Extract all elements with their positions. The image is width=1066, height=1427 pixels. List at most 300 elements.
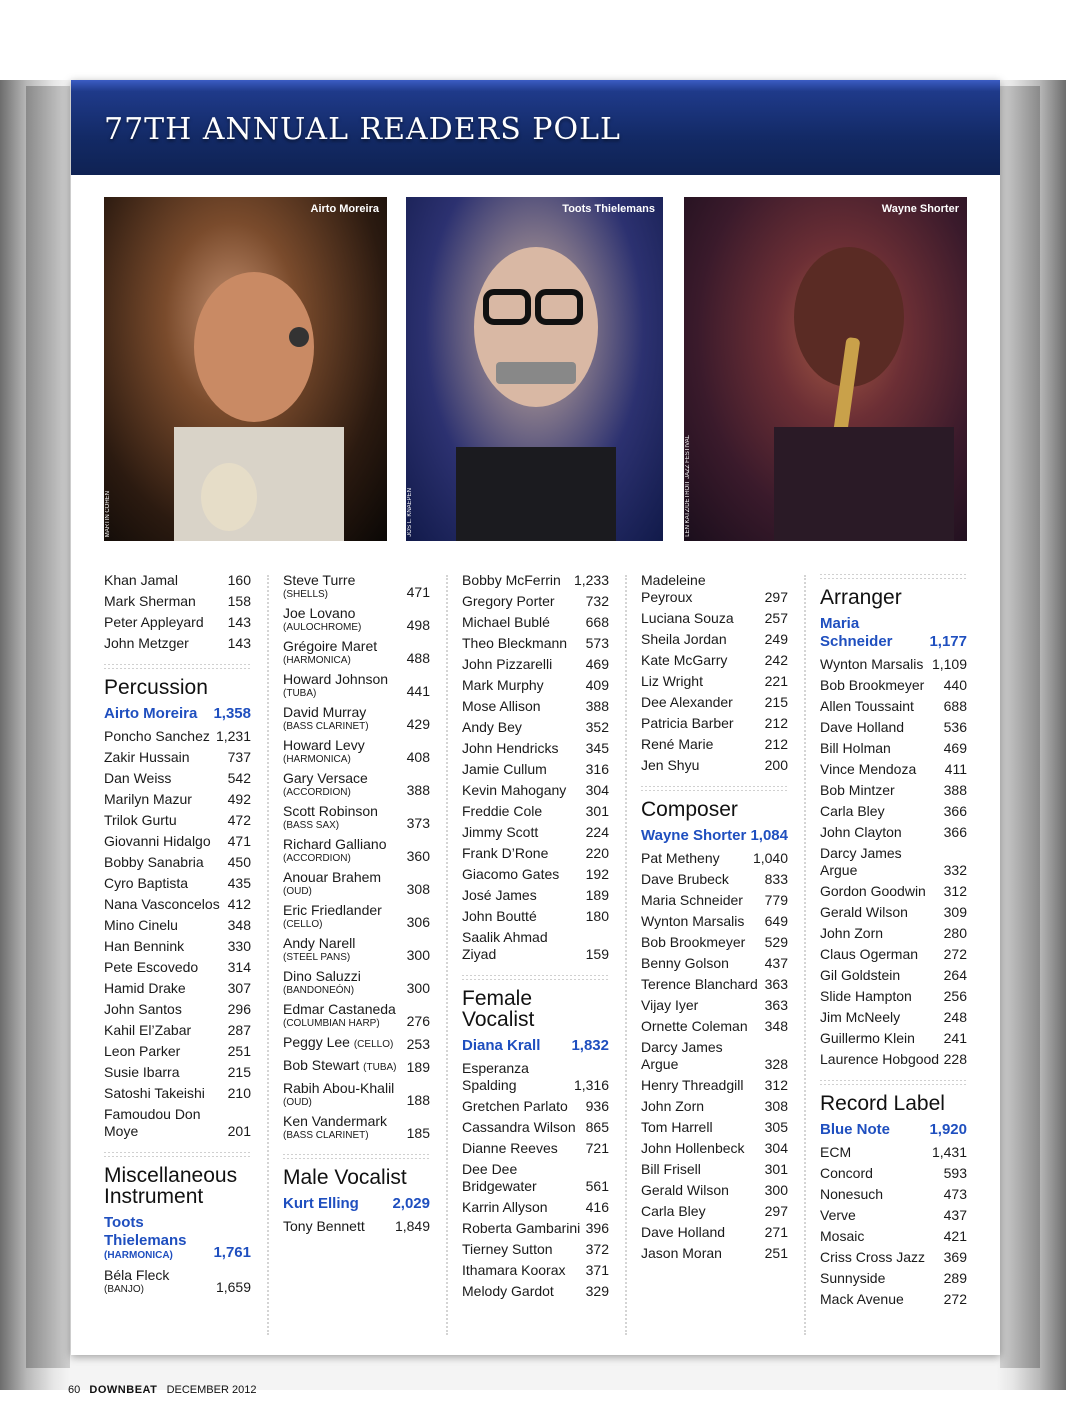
list-item (104, 1083, 251, 1104)
entry-votes: 450 (227, 854, 251, 870)
entry-votes: 276 (406, 1013, 430, 1029)
entry-name: John Hendricks (462, 740, 559, 756)
list-item (283, 867, 430, 900)
entry-votes: 573 (585, 635, 609, 651)
list-item (641, 890, 788, 911)
entry-name: Freddie Cole (462, 803, 543, 819)
entry-votes: 471 (227, 833, 251, 849)
category-winner (283, 1192, 430, 1216)
entry-instrument: (STEEL PANS) (283, 952, 351, 963)
entry-votes: 396 (585, 1220, 609, 1236)
entry-votes: 253 (406, 1036, 430, 1052)
section-divider (820, 1080, 967, 1085)
list-item (283, 735, 430, 768)
entry-name: Leon Parker (104, 1043, 181, 1059)
page-footer (68, 1384, 256, 1396)
entry-votes: 737 (227, 749, 251, 765)
photo-caption: Wayne Shorter (881, 203, 959, 215)
entry-name: Pat Metheny (641, 850, 720, 866)
entry-name: Gordon Goodwin (820, 883, 926, 899)
issue-date: DECEMBER 2012 (166, 1384, 257, 1396)
entry-votes: 369 (943, 1249, 967, 1265)
list-item (283, 1055, 430, 1078)
list-item (641, 608, 788, 629)
entry-votes: 287 (227, 1022, 251, 1038)
entry-name: Ken Vandermark (283, 1113, 388, 1129)
entry-votes: 1,231 (215, 728, 251, 744)
entry-votes: 300 (406, 947, 430, 963)
entry-votes: 308 (406, 881, 430, 897)
entry-votes: 372 (585, 1241, 609, 1257)
entry-name: Slide Hampton (820, 988, 912, 1004)
entry-votes: 305 (764, 1119, 788, 1135)
entry-name: Bob Mintzer (820, 782, 895, 798)
entry-name: Criss Cross Jazz (820, 1249, 926, 1265)
entry-name: Michael Bublé (462, 614, 550, 630)
entry-name: José James (462, 887, 537, 903)
list-item (462, 675, 609, 696)
entry-name: Sunnyside (820, 1270, 886, 1286)
entry-votes: 649 (764, 913, 788, 929)
winner-votes: 1,177 (929, 633, 967, 650)
list-item (104, 1062, 251, 1083)
winner-name: Wayne Shorter (641, 827, 747, 844)
entry-votes: 289 (943, 1270, 967, 1286)
list-item (820, 1205, 967, 1226)
entry-votes: 360 (406, 848, 430, 864)
list-item (104, 1104, 251, 1142)
entry-votes: 309 (943, 904, 967, 920)
entry-name: Nonesuch (820, 1186, 884, 1202)
entry-votes: 373 (406, 815, 430, 831)
entry-instrument: (BANJO) (104, 1284, 144, 1295)
category-heading: Male Vocalist (283, 1166, 407, 1189)
entry-name: Kahil El’Zabar (104, 1022, 192, 1038)
entry-votes: 251 (227, 1043, 251, 1059)
list-item (104, 726, 251, 747)
list-item (641, 1075, 788, 1096)
entry-name: Gerald Wilson (641, 1182, 729, 1198)
list-item (641, 848, 788, 869)
entry-instrument: (OUD) (283, 886, 312, 897)
list-item (641, 570, 788, 608)
list-item (820, 1247, 967, 1268)
entry-name: Jimmy Scott (462, 824, 539, 840)
entry-votes: 304 (585, 782, 609, 798)
entry-votes: 536 (943, 719, 967, 735)
list-item (641, 650, 788, 671)
list-item (283, 834, 430, 867)
entry-name: Edmar Castaneda (283, 1001, 396, 1017)
entry-name: Mosaic (820, 1228, 865, 1244)
entry-name: Terence Blanchard (641, 976, 758, 992)
entry-votes: 224 (585, 824, 609, 840)
entry-votes: 215 (227, 1064, 251, 1080)
entry-votes: 472 (227, 812, 251, 828)
list-item (641, 1096, 788, 1117)
entry-votes: 185 (406, 1125, 430, 1141)
harmonica-player-illustration (406, 197, 663, 541)
entry-votes: 440 (943, 677, 967, 693)
entry-name: Dave Brubeck (641, 871, 729, 887)
entry-name: Ornette Coleman (641, 1018, 748, 1034)
category-winner (641, 824, 788, 848)
list-item (462, 1218, 609, 1239)
entry-name: Theo Bleckmann (462, 635, 568, 651)
category-winner (104, 702, 251, 726)
column-1 (104, 570, 251, 1298)
entry-votes: 264 (943, 967, 967, 983)
entry-votes: 272 (943, 1291, 967, 1307)
entry-name: Andy Narell (283, 935, 356, 951)
magazine-name: DOWNBEAT (89, 1384, 158, 1396)
list-item (104, 852, 251, 873)
entry-name: Gil Goldstein (820, 967, 901, 983)
page-top-margin (0, 0, 1066, 80)
list-item (641, 974, 788, 995)
entry-votes: 316 (585, 761, 609, 777)
list-item (641, 671, 788, 692)
entry-name: Henry Threadgill (641, 1077, 744, 1093)
entry-name: Bob Brookmeyer (820, 677, 925, 693)
list-item (462, 759, 609, 780)
entry-name: Carla Bley (820, 803, 885, 819)
list-item (641, 755, 788, 776)
list-item (462, 1096, 609, 1117)
entry-votes: 280 (943, 925, 967, 941)
entry-name: John Zorn (820, 925, 884, 941)
list-item (462, 654, 609, 675)
entry-name: Ithamara Koorax (462, 1262, 566, 1278)
entry-votes: 1,316 (573, 1077, 609, 1093)
entry-votes: 220 (585, 845, 609, 861)
list-item (641, 1222, 788, 1243)
entry-votes: 833 (764, 871, 788, 887)
entry-votes: 297 (764, 589, 788, 605)
entry-votes: 1,233 (573, 572, 609, 588)
list-item (820, 1226, 967, 1247)
entry-votes: 561 (585, 1178, 609, 1194)
entry-votes: 492 (227, 791, 251, 807)
entry-instrument: (SHELLS) (283, 589, 329, 600)
list-item (641, 734, 788, 755)
entry-name: Wynton Marsalis (820, 656, 924, 672)
category-winner (462, 1034, 609, 1058)
column-2 (283, 570, 430, 1237)
entry-name: Famoudou Don Moye (104, 1106, 201, 1139)
list-item (641, 1117, 788, 1138)
entry-votes: 348 (227, 917, 251, 933)
winner-name: Diana Krall (462, 1037, 541, 1054)
entry-votes: 435 (227, 875, 251, 891)
list-item (283, 966, 430, 999)
list-item (462, 612, 609, 633)
photo-caption: Toots Thielemans (562, 203, 655, 215)
entry-name: Giacomo Gates (462, 866, 560, 882)
entry-instrument: (BASS CLARINET) (283, 721, 369, 732)
entry-votes: 143 (227, 614, 251, 630)
entry-votes: 330 (227, 938, 251, 954)
entry-votes: 296 (227, 1001, 251, 1017)
list-item (104, 591, 251, 612)
list-item (820, 1028, 967, 1049)
entry-votes: 429 (406, 716, 430, 732)
entry-votes: 212 (764, 715, 788, 731)
entry-votes: 408 (406, 749, 430, 765)
entry-votes: 471 (406, 584, 430, 600)
list-item (462, 591, 609, 612)
list-item (641, 1243, 788, 1264)
entry-name: Dino Saluzzi (283, 968, 361, 984)
list-item (820, 843, 967, 881)
list-item (820, 801, 967, 822)
list-item (104, 768, 251, 789)
list-item (283, 1216, 430, 1237)
entry-votes: 242 (764, 652, 788, 668)
entry-name: Trilok Gurtu (104, 812, 177, 828)
category-winner (820, 612, 967, 654)
list-item (462, 1159, 609, 1197)
entry-name: Mino Cinelu (104, 917, 178, 933)
list-item (820, 822, 967, 843)
entry-votes: 251 (764, 1245, 788, 1261)
list-item (820, 738, 967, 759)
percussionist-illustration (104, 197, 387, 541)
list-item (104, 789, 251, 810)
entry-instrument: (ACCORDION) (283, 787, 351, 798)
entry-name: Claus Ogerman (820, 946, 919, 962)
winner-name: Airto Moreira (104, 705, 198, 722)
entry-votes: 732 (585, 593, 609, 609)
entry-votes: 257 (764, 610, 788, 626)
entry-votes: 388 (943, 782, 967, 798)
entry-votes: 688 (943, 698, 967, 714)
entry-votes: 306 (406, 914, 430, 930)
entry-name: Kevin Mahogany (462, 782, 567, 798)
entry-votes: 189 (585, 887, 609, 903)
list-item (462, 885, 609, 906)
list-item (462, 927, 609, 965)
list-item (283, 603, 430, 636)
category-heading: Record Label (820, 1092, 945, 1115)
entry-name: John Metzger (104, 635, 189, 651)
column-divider (267, 575, 269, 1335)
list-item (104, 612, 251, 633)
winner-name: Blue Note (820, 1121, 891, 1138)
list-item (820, 717, 967, 738)
entry-name: Vince Mendoza (820, 761, 917, 777)
entry-votes: 936 (585, 1098, 609, 1114)
entry-name: Dee Alexander (641, 694, 733, 710)
list-item (641, 995, 788, 1016)
page-title: 77TH ANNUAL READERS POLL (104, 112, 621, 147)
entry-name: Mose Allison (462, 698, 541, 714)
list-item (104, 936, 251, 957)
entry-name: Andy Bey (462, 719, 522, 735)
entry-votes: 248 (943, 1009, 967, 1025)
entry-name: Esperanza Spalding (462, 1060, 529, 1093)
entry-votes: 143 (227, 635, 251, 651)
entry-name: Khan Jamal (104, 572, 178, 588)
entry-votes: 441 (406, 683, 430, 699)
list-item (283, 669, 430, 702)
list-item (820, 654, 967, 675)
entry-name: Pete Escovedo (104, 959, 199, 975)
list-item (462, 1260, 609, 1281)
list-item (641, 953, 788, 974)
list-item (104, 633, 251, 654)
list-item (104, 1041, 251, 1062)
list-item (283, 1078, 430, 1111)
list-item (462, 801, 609, 822)
entry-votes: 256 (943, 988, 967, 1004)
entry-votes: 488 (406, 650, 430, 666)
entry-name: John Boutté (462, 908, 537, 924)
photo-toots-thielemans (406, 197, 663, 541)
list-item (462, 738, 609, 759)
winner-votes: 1,920 (929, 1121, 967, 1138)
entry-name: Sheila Jordan (641, 631, 727, 647)
entry-name: Peter Appleyard (104, 614, 204, 630)
list-item (641, 911, 788, 932)
entry-votes: 300 (406, 980, 430, 996)
list-item (820, 759, 967, 780)
entry-name: Giovanni Hidalgo (104, 833, 211, 849)
list-item (462, 1239, 609, 1260)
list-item (820, 1163, 967, 1184)
list-item (820, 986, 967, 1007)
entry-name: Joe Lovano (283, 605, 356, 621)
winner-votes: 1,832 (571, 1037, 609, 1054)
list-item (283, 1032, 430, 1055)
entry-name: Marilyn Mazur (104, 791, 192, 807)
right-page-shadow (1000, 86, 1040, 1368)
entry-votes: 542 (227, 770, 251, 786)
entry-votes: 271 (764, 1224, 788, 1240)
list-item (104, 915, 251, 936)
entry-name: Karrin Allyson (462, 1199, 548, 1215)
entry-name: Steve Turre (283, 572, 356, 588)
entry-name: Gretchen Parlato (462, 1098, 568, 1114)
list-item (820, 1142, 967, 1163)
list-item (820, 965, 967, 986)
winner-name: Kurt Elling (283, 1195, 359, 1212)
list-item (283, 933, 430, 966)
list-item (104, 999, 251, 1020)
entry-name: Verve (820, 1207, 856, 1223)
column-3 (462, 570, 609, 1302)
entry-votes: 189 (406, 1059, 430, 1075)
list-item (462, 843, 609, 864)
entry-name: Satoshi Takeishi (104, 1085, 205, 1101)
entry-name: Mack Avenue (820, 1291, 904, 1307)
entry-instrument: (OUD) (283, 1097, 312, 1108)
list-item (462, 906, 609, 927)
entry-name: Allen Toussaint (820, 698, 914, 714)
entry-name: Grégoire Maret (283, 638, 378, 654)
entry-instrument: (TUBA) (363, 1062, 397, 1073)
list-item (104, 810, 251, 831)
entry-name: Hamid Drake (104, 980, 186, 996)
entry-name: Tierney Sutton (462, 1241, 553, 1257)
list-item (820, 944, 967, 965)
section-divider (104, 1152, 251, 1157)
list-item (283, 801, 430, 834)
entry-name: John Clayton (820, 824, 902, 840)
list-item (641, 932, 788, 953)
entry-votes: 593 (943, 1165, 967, 1181)
winner-name: Toots Thielemans (104, 1214, 187, 1249)
entry-votes: 312 (764, 1077, 788, 1093)
entry-votes: 297 (764, 1203, 788, 1219)
entry-name: Jen Shyu (641, 757, 700, 773)
entry-votes: 388 (406, 782, 430, 798)
entry-name: Luciana Souza (641, 610, 734, 626)
entry-votes: 1,109 (931, 656, 967, 672)
entry-name: Maria Schneider (641, 892, 743, 908)
entry-name: Tom Harrell (641, 1119, 713, 1135)
entry-name: Bill Frisell (641, 1161, 701, 1177)
winner-name: Maria Schneider (820, 615, 893, 650)
entry-votes: 308 (764, 1098, 788, 1114)
list-item (283, 636, 430, 669)
entry-name: David Murray (283, 704, 367, 720)
entry-name: Roberta Gambarini (462, 1220, 581, 1236)
entry-votes: 304 (764, 1140, 788, 1156)
entry-name: Carla Bley (641, 1203, 706, 1219)
list-item (641, 1180, 788, 1201)
entry-name: Wynton Marsalis (641, 913, 745, 929)
entry-instrument: (HARMONICA) (283, 655, 351, 666)
list-item (820, 1184, 967, 1205)
photo-caption: Airto Moreira (310, 203, 379, 215)
entry-votes: 366 (943, 803, 967, 819)
entry-votes: 345 (585, 740, 609, 756)
entry-votes: 241 (943, 1030, 967, 1046)
list-item (462, 864, 609, 885)
entry-votes: 437 (943, 1207, 967, 1223)
entry-votes: 192 (585, 866, 609, 882)
list-item (462, 1117, 609, 1138)
entry-name: Benny Golson (641, 955, 729, 971)
entry-name: Liz Wright (641, 673, 703, 689)
entry-name: Gary Versace (283, 770, 368, 786)
entry-votes: 366 (943, 824, 967, 840)
entry-name: Guillermo Klein (820, 1030, 915, 1046)
list-item (283, 702, 430, 735)
column-4 (641, 570, 788, 1264)
winner-votes: 1,084 (750, 827, 788, 844)
section-divider (462, 975, 609, 980)
entry-name: Han Bennink (104, 938, 185, 954)
entry-instrument: (COLUMBIAN HARP) (283, 1018, 380, 1029)
list-item (820, 902, 967, 923)
list-item (462, 570, 609, 591)
entry-instrument: (BASS CLARINET) (283, 1130, 369, 1141)
list-item (641, 629, 788, 650)
entry-instrument: (HARMONICA) (283, 754, 351, 765)
entry-votes: 363 (764, 997, 788, 1013)
entry-name: Bobby Sanabria (104, 854, 204, 870)
category-heading: Arranger (820, 586, 902, 609)
photo-wayne-shorter (684, 197, 967, 541)
entry-name: Dave Holland (641, 1224, 726, 1240)
photo-airto-moreira (104, 197, 387, 541)
entry-votes: 469 (943, 740, 967, 756)
photo-credit: MARTIN COHEN (105, 490, 111, 537)
section-divider (641, 786, 788, 791)
entry-name: Saalik Ahmad Ziyad (462, 929, 548, 962)
